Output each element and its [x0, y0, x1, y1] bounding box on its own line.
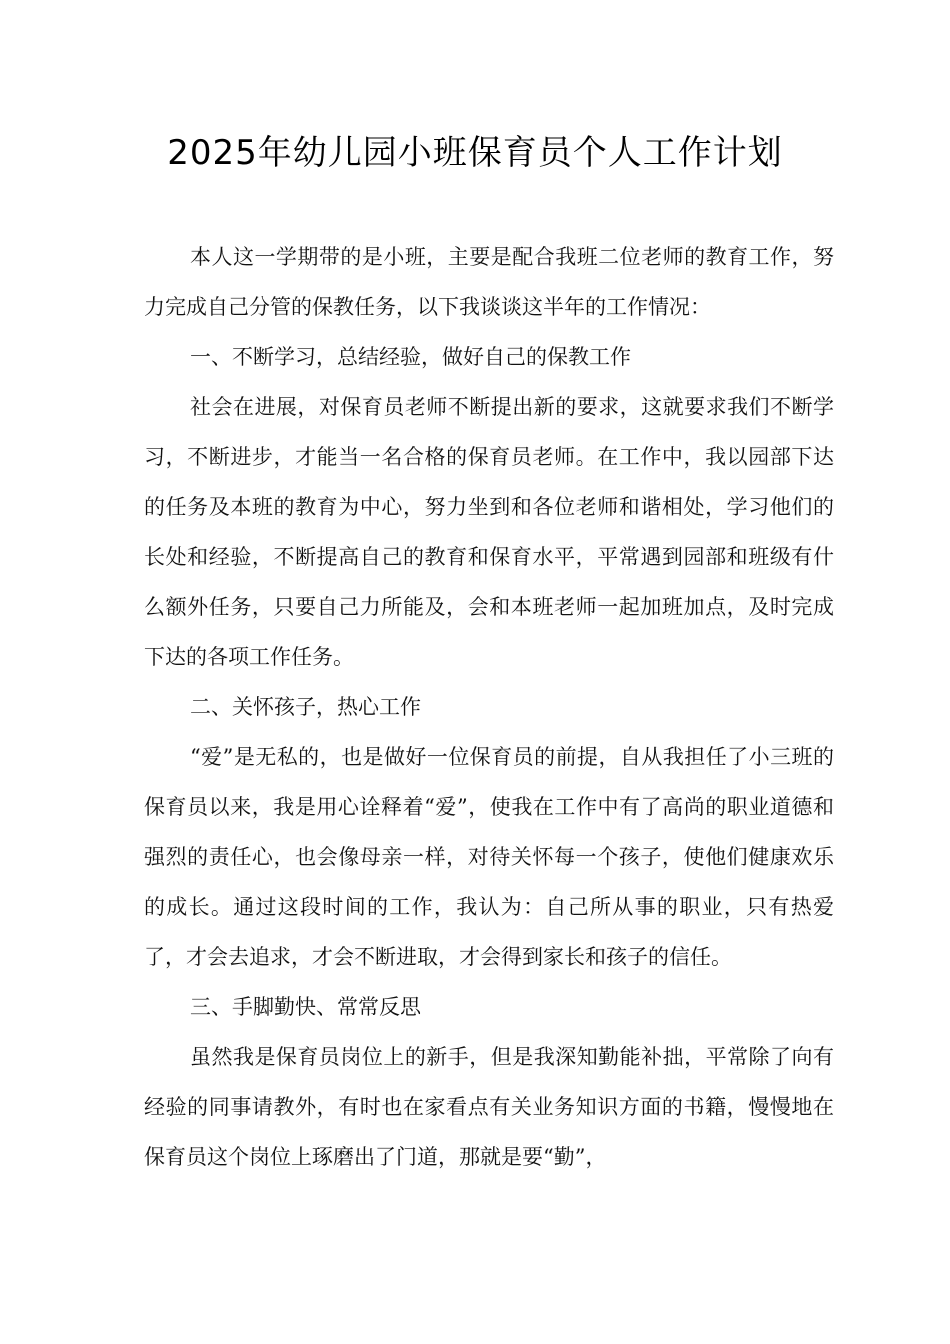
document-title: 2025年幼儿园小班保育员个人工作计划	[167, 133, 783, 173]
paragraph-section-3: 虽然我是保育员岗位上的新手，但是我深知勤能补拙，平常除了向有经验的同事请教外，有时也在家看点有关业务知识方面的书籍，慢慢地在保育员这个岗位上琢磨出了门道，那就是要“勤”，	[144, 1045, 834, 1169]
paragraph-section-1: 社会在进展，对保育员老师不断提出新的要求，这就要求我们不断学习，不断进步，才能当一名合格的保育员老师。在工作中，我以园部下达的任务及本班的教育为中心，努力坐到和各位老师和谐相处，学习他们的长处和经验，不断提高自己的教育和保育水平，平常遇到园部和班级有什么额外任务，只要自己力所能及，会和本班老师一起加班加点，及时完成下达的各项工作任务。	[144, 395, 834, 669]
section-heading-2: 二、关怀孩子，热心工作	[190, 695, 421, 719]
paragraph-section-2: “爱”是无私的，也是做好一位保育员的前提，自从我担任了小三班的保育员以来，我是用心诠释着“爱”，使我在工作中有了高尚的职业道德和强烈的责任心，也会像母亲一样，对待关怀每一个孩子，使他们健康欢乐的成长。通过这段时间的工作，我认为：自己所从事的职业，只有热爱了，才会去追求，才会不断进取，才会得到家长和孩子的信任。	[144, 745, 834, 969]
paragraph-intro: 本人这一学期带的是小班，主要是配合我班二位老师的教育工作，努力完成自己分管的保教任务，以下我谈谈这半年的工作情况：	[144, 245, 834, 319]
section-heading-1: 一、不断学习，总结经验，做好自己的保教工作	[190, 345, 631, 369]
section-heading-3: 三、手脚勤快、常常反思	[190, 995, 421, 1019]
document-body	[144, 232, 834, 1182]
